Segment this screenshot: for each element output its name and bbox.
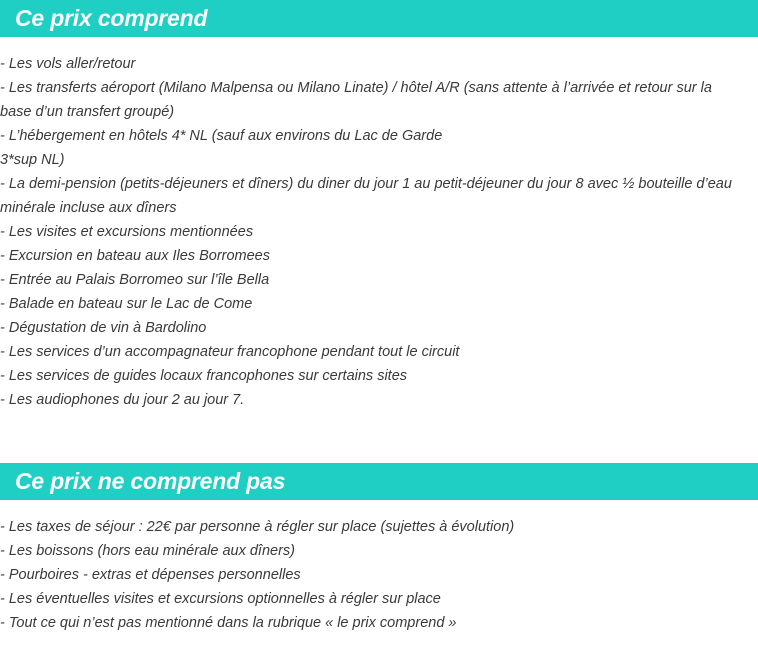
list-item: - Excursion en bateau aux Iles Borromees	[0, 248, 270, 264]
list-item: - Les services d’un accompagnateur francophone pendant tout le circuit	[0, 344, 460, 360]
list-item: - La demi-pension (petits-déjeuners et dîners) du diner du jour 1 au petit-déjeuner du jour 8 avec ½ bouteille d’eau minérale incluse aux dîners	[0, 176, 732, 216]
excluded-list	[0, 515, 745, 635]
included-section-header	[0, 0, 758, 37]
list-item: - Les taxes de séjour : 22€ par personne à régler sur place (sujettes à évolution)	[0, 519, 515, 535]
list-item: - Dégustation de vin à Bardolino	[0, 320, 207, 336]
included-section-title: Ce prix comprend	[15, 5, 208, 31]
list-item: - Pourboires - extras et dépenses personnelles	[0, 567, 301, 583]
list-item: - Balade en bateau sur le Lac de Come	[0, 296, 253, 312]
list-item: - Les vols aller/retour	[0, 56, 136, 72]
list-item: - Les services de guides locaux francophones sur certains sites	[0, 368, 408, 384]
included-list	[0, 52, 745, 412]
list-item: - Les audiophones du jour 2 au jour 7.	[0, 392, 245, 408]
list-item: - L’hébergement en hôtels 4* NL (sauf aux environs du Lac de Garde 3*sup NL)	[0, 128, 443, 168]
excluded-section-title: Ce prix ne comprend pas	[15, 468, 286, 494]
list-item: - Les transferts aéroport (Milano Malpensa ou Milano Linate) / hôtel A/R (sans attente à l’arrivée et retour sur la base d’un transfert groupé)	[0, 80, 712, 120]
list-item: - Les visites et excursions mentionnées	[0, 224, 254, 240]
list-item: - Entrée au Palais Borromeo sur l’île Bella	[0, 272, 270, 288]
list-item: - Les éventuelles visites et excursions optionnelles à régler sur place	[0, 591, 441, 607]
list-item: - Tout ce qui n’est pas mentionné dans la rubrique « le prix comprend »	[0, 615, 457, 631]
list-item: - Les boissons (hors eau minérale aux dîners)	[0, 543, 295, 559]
excluded-section-header	[0, 463, 758, 500]
